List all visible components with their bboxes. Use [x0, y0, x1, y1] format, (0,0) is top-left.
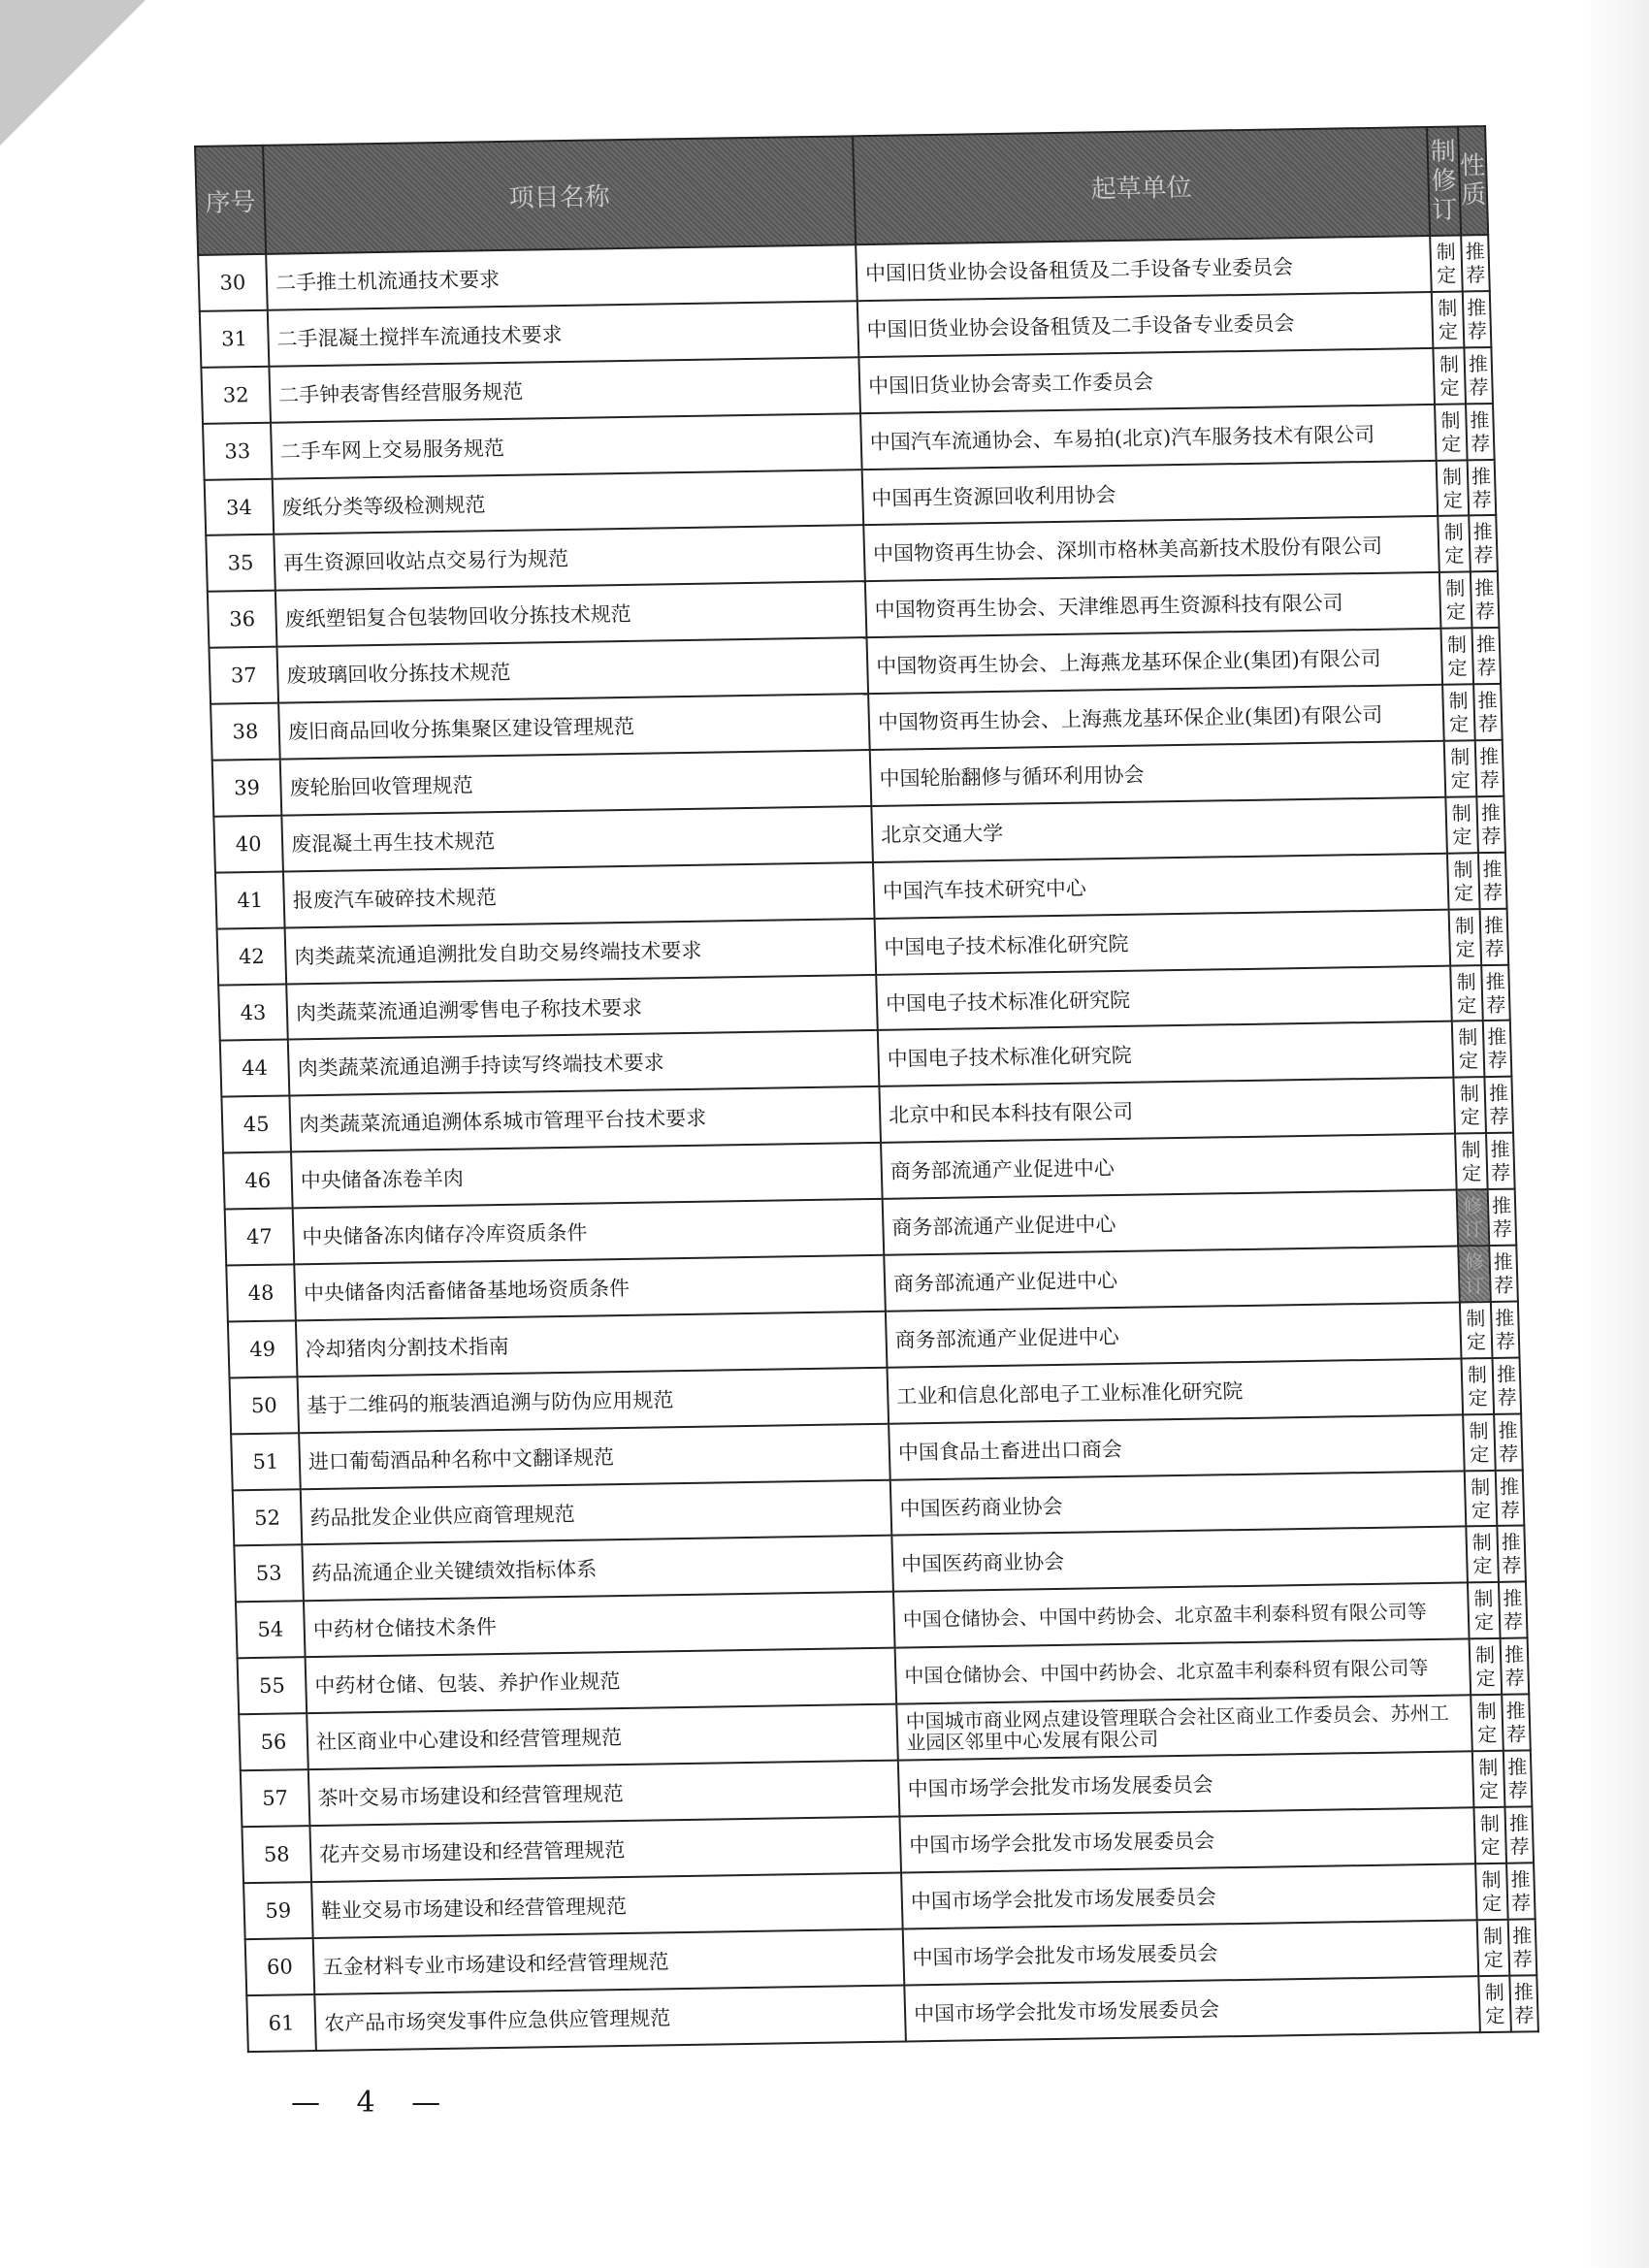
standard-property: 推荐: [1475, 740, 1504, 796]
standard-property: 推荐: [1501, 1638, 1530, 1695]
standard-property: 推荐: [1496, 1470, 1525, 1526]
row-number: 51: [231, 1433, 301, 1490]
drafting-organization: 中国电子技术标准化研究院: [878, 1021, 1454, 1086]
project-name: 鞋业交易市场建设和经营管理规范: [311, 1872, 903, 1937]
standard-property: 推荐: [1469, 515, 1498, 571]
revision-type: 制定: [1442, 684, 1475, 740]
standard-property: 推荐: [1476, 796, 1505, 853]
standard-property: 推荐: [1480, 908, 1509, 964]
scan-corner-shadow: [0, 0, 146, 146]
standard-property: 推荐: [1486, 1133, 1515, 1189]
drafting-organization: 商务部流通产业促进中心: [886, 1302, 1462, 1367]
row-number: 46: [223, 1152, 293, 1210]
revision-type: 制定: [1466, 1526, 1499, 1582]
row-number: 36: [208, 591, 277, 648]
row-number: 47: [225, 1209, 295, 1266]
standard-property: 推荐: [1471, 628, 1501, 684]
header-org: 起草单位: [853, 127, 1430, 244]
revision-type: 制定: [1449, 909, 1482, 965]
row-number: 57: [241, 1769, 310, 1827]
revision-type: 制定: [1435, 404, 1468, 460]
standard-property: 推荐: [1463, 291, 1492, 347]
project-name: 肉类蔬菜流通追溯零售电子称技术要求: [286, 975, 878, 1040]
revision-type: 制定: [1471, 1695, 1504, 1751]
revision-type: 制定: [1444, 740, 1477, 796]
drafting-organization: 北京中和民本科技有限公司: [879, 1078, 1455, 1143]
row-number: 39: [212, 760, 282, 817]
project-name: 肉类蔬菜流通追溯批发自助交易终端技术要求: [285, 919, 877, 984]
scan-edge-shadow: [1581, 0, 1649, 2268]
drafting-organization: 中国物资再生协会、上海燕龙基环保企业(集团)有限公司: [868, 685, 1444, 750]
row-number: 58: [242, 1826, 311, 1883]
standards-table-wrapper: [194, 125, 1537, 2053]
standard-property: 推荐: [1488, 1189, 1517, 1246]
revision-type: 制定: [1472, 1751, 1505, 1807]
revision-type: 制定: [1439, 572, 1472, 629]
revision-type: 修订: [1458, 1246, 1491, 1302]
revision-type: 制定: [1475, 1863, 1508, 1920]
standard-property: 推荐: [1473, 684, 1503, 740]
row-number: 53: [234, 1545, 304, 1603]
row-number: 32: [201, 367, 271, 424]
project-name: 农产品市场突发事件应急供应管理规范: [314, 1985, 906, 2050]
standard-property: 推荐: [1461, 235, 1490, 291]
drafting-organization: 中国仓储协会、中国中药协会、北京盈丰利泰科贸有限公司等: [893, 1583, 1470, 1648]
revision-type: 制定: [1450, 965, 1483, 1021]
drafting-organization: 中国汽车流通协会、车易拍(北京)汽车服务技术有限公司: [860, 405, 1437, 470]
project-name: 肉类蔬菜流通追溯手持读写终端技术要求: [288, 1030, 880, 1095]
revision-type: 制定: [1463, 1414, 1496, 1471]
revision-type: 制定: [1453, 1077, 1486, 1133]
row-number: 41: [215, 871, 285, 928]
revision-type: 制定: [1433, 347, 1466, 404]
header-name: 项目名称: [263, 136, 856, 254]
drafting-organization: 中国医药商业协会: [890, 1471, 1467, 1536]
project-name: 药品流通企业关键绩效指标体系: [302, 1536, 893, 1601]
project-name: 进口葡萄酒品种名称中文翻译规范: [299, 1423, 890, 1488]
standard-property: 推荐: [1497, 1526, 1526, 1582]
project-name: 废旧商品回收分拣集聚区建设管理规范: [278, 694, 870, 759]
header-type: [1427, 127, 1461, 236]
project-name: 废纸塑铝复合包装物回收分拣技术规范: [275, 581, 867, 646]
standard-property: 推荐: [1489, 1246, 1518, 1302]
standard-property: 推荐: [1502, 1695, 1531, 1751]
drafting-organization: 中国城市商业网点建设管理联合会社区商业工作委员会、苏州工业园区邻里中心发展有限公司: [896, 1695, 1472, 1760]
project-name: 中央储备冻卷羊肉: [291, 1143, 883, 1208]
project-name: 中央储备肉活畜储备基地场资质条件: [294, 1255, 886, 1320]
drafting-organization: 中国食品土畜进出口商会: [889, 1414, 1465, 1479]
project-name: 二手钟表寄售经营服务规范: [269, 357, 860, 422]
project-name: 茶叶交易市场建设和经营管理规范: [308, 1761, 900, 1826]
header-prop: [1458, 126, 1488, 235]
table-header-row: [195, 126, 1488, 255]
drafting-organization: 中国物资再生协会、天津维恩再生资源科技有限公司: [865, 572, 1441, 637]
standard-property: 推荐: [1509, 1975, 1538, 2031]
standard-property: 推荐: [1466, 404, 1495, 460]
project-name: 废纸分类等级检测规范: [273, 470, 864, 535]
drafting-organization: 商务部流通产业促进中心: [881, 1134, 1457, 1199]
row-number: 59: [243, 1882, 313, 1939]
revision-type: 制定: [1473, 1807, 1506, 1863]
project-name: 花卉交易市场建设和经营管理规范: [309, 1817, 901, 1882]
project-name: 二手推土机流通技术要求: [266, 244, 857, 309]
drafting-organization: 商务部流通产业促进中心: [884, 1247, 1460, 1312]
header-no: 序号: [195, 146, 266, 255]
drafting-organization: 中国汽车技术研究中心: [873, 854, 1449, 919]
project-name: 五金材料专业市场建设和经营管理规范: [313, 1928, 905, 1993]
row-number: 31: [200, 310, 270, 368]
standard-property: 推荐: [1504, 1750, 1533, 1806]
drafting-organization: 中国再生资源回收利用协会: [862, 460, 1439, 525]
project-name: 中药材仓储技术条件: [304, 1592, 895, 1657]
project-name: 废玻璃回收分拣技术规范: [276, 637, 868, 702]
drafting-organization: 工业和信息化部电子工业标准化研究院: [887, 1358, 1463, 1423]
standard-property: 推荐: [1481, 964, 1510, 1021]
revision-type: 制定: [1447, 853, 1480, 909]
drafting-organization: 中国市场学会批发市场发展委员会: [903, 1920, 1479, 1985]
project-name: 废混凝土再生技术规范: [281, 806, 873, 871]
revision-type: 制定: [1460, 1302, 1493, 1358]
revision-type: 制定: [1477, 1919, 1510, 1975]
project-name: 再生资源回收站点交易行为规范: [274, 526, 865, 591]
project-name: 报废汽车破碎技术规范: [283, 862, 875, 927]
row-number: 34: [205, 478, 275, 535]
row-number: 35: [206, 535, 275, 592]
revision-type: 制定: [1478, 1975, 1511, 2031]
row-number: 40: [213, 815, 283, 872]
row-number: 48: [226, 1264, 296, 1321]
standard-property: 推荐: [1506, 1863, 1536, 1919]
standard-property: 推荐: [1471, 571, 1500, 628]
row-number: 38: [210, 703, 280, 761]
standard-property: 推荐: [1492, 1357, 1521, 1413]
drafting-organization: 中国仓储协会、中国中药协会、北京盈丰利泰科贸有限公司等: [895, 1639, 1471, 1704]
drafting-organization: 中国市场学会批发市场发展委员会: [904, 1976, 1480, 2041]
row-number: 42: [217, 927, 287, 985]
standard-property: 推荐: [1464, 347, 1493, 404]
project-name: 冷却猪肉分割技术指南: [296, 1312, 888, 1377]
project-name: 基于二维码的瓶装酒追溯与防伪应用规范: [297, 1368, 889, 1433]
drafting-organization: 中国市场学会批发市场发展委员会: [899, 1807, 1475, 1872]
project-name: 中央储备冻肉储存冷库资质条件: [293, 1199, 885, 1264]
drafting-organization: 商务部流通产业促进中心: [883, 1190, 1459, 1255]
revision-type: 制定: [1430, 235, 1463, 291]
row-number: 49: [228, 1320, 298, 1377]
standard-property: 推荐: [1484, 1077, 1513, 1133]
row-number: 52: [233, 1489, 303, 1546]
revision-type: 制定: [1438, 516, 1471, 572]
row-number: 55: [238, 1657, 307, 1714]
project-name: 二手混凝土搅拌车流通技术要求: [268, 301, 859, 366]
project-name: 中药材仓储、包装、养护作业规范: [306, 1648, 897, 1713]
drafting-organization: 北京交通大学: [871, 797, 1447, 862]
revision-type: 制定: [1440, 629, 1473, 685]
row-number: 33: [203, 422, 273, 479]
table-body: [198, 235, 1538, 2052]
row-number: 43: [218, 984, 288, 1041]
revision-type: 制定: [1445, 796, 1478, 853]
row-number: 37: [209, 647, 278, 704]
standard-property: 推荐: [1491, 1301, 1520, 1357]
drafting-organization: 中国旧货业协会设备租赁及二手设备专业委员会: [856, 236, 1432, 301]
revision-type: 制定: [1455, 1133, 1488, 1189]
row-number: 61: [246, 1994, 316, 2052]
project-name: 药品批发企业供应商管理规范: [301, 1479, 892, 1544]
page-number: — 4 —: [291, 2086, 455, 2120]
revision-type: 制定: [1452, 1021, 1485, 1078]
drafting-organization: 中国轮胎翻修与循环利用协会: [870, 741, 1446, 806]
row-number: 45: [221, 1096, 291, 1153]
drafting-organization: 中国电子技术标准化研究院: [876, 965, 1452, 1030]
standard-property: 推荐: [1504, 1806, 1534, 1863]
revision-type: 修订: [1457, 1189, 1490, 1246]
row-number: 54: [236, 1602, 306, 1659]
standard-property: 推荐: [1499, 1582, 1528, 1638]
row-number: 60: [245, 1938, 315, 1995]
drafting-organization: 中国电子技术标准化研究院: [875, 909, 1451, 974]
project-name: 二手车网上交易服务规范: [271, 413, 862, 478]
header-type-text: 制修订: [1430, 137, 1458, 225]
drafting-organization: 中国旧货业协会设备租赁及二手设备专业委员会: [857, 292, 1434, 357]
project-name: 肉类蔬菜流通追溯体系城市管理平台技术要求: [289, 1086, 881, 1151]
standard-property: 推荐: [1508, 1919, 1537, 1975]
drafting-organization: 中国旧货业协会寄卖工作委员会: [858, 348, 1435, 413]
project-name: 废轮胎回收管理规范: [280, 750, 872, 815]
row-number: 30: [198, 254, 268, 311]
standard-property: 推荐: [1478, 853, 1507, 909]
revision-type: 制定: [1432, 291, 1465, 347]
standard-property: 推荐: [1494, 1413, 1523, 1470]
row-number: 56: [239, 1713, 308, 1770]
standard-property: 推荐: [1483, 1021, 1512, 1077]
standards-table: [194, 125, 1539, 2053]
drafting-organization: 中国市场学会批发市场发展委员会: [901, 1863, 1477, 1928]
drafting-organization: 中国物资再生协会、深圳市格林美高新技术股份有限公司: [863, 516, 1439, 581]
revision-type: 制定: [1437, 460, 1470, 516]
revision-type: 制定: [1465, 1471, 1498, 1527]
revision-type: 制定: [1461, 1358, 1494, 1414]
row-number: 44: [220, 1040, 290, 1097]
revision-type: 制定: [1470, 1638, 1503, 1695]
header-prop-text: 性质: [1459, 151, 1487, 211]
standard-property: 推荐: [1468, 460, 1497, 516]
revision-type: 制定: [1468, 1582, 1501, 1638]
row-number: 50: [229, 1377, 299, 1434]
drafting-organization: 中国物资再生协会、上海燕龙基环保企业(集团)有限公司: [866, 629, 1442, 694]
project-name: 社区商业中心建设和经营管理规范: [307, 1704, 898, 1769]
drafting-organization: 中国医药商业协会: [891, 1527, 1468, 1592]
drafting-organization: 中国市场学会批发市场发展委员会: [898, 1751, 1474, 1816]
